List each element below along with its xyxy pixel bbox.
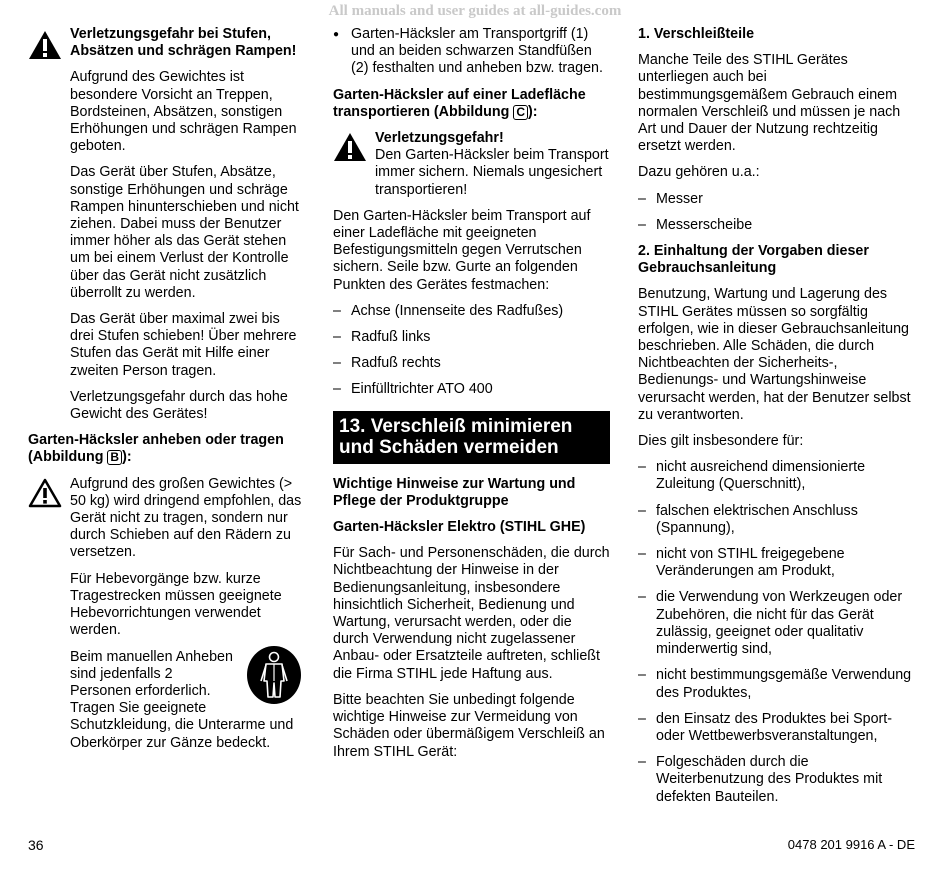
figure-ref-c: C bbox=[513, 105, 528, 120]
list-item: – den Einsatz des Produktes bei Sport- oder Wettbewerbsveranstaltungen, bbox=[638, 711, 916, 745]
paragraph: Aufgrund des großen Gewichtes (> 50 kg) wird dringend empfohlen, das Gerät nicht zu tragen, sondern nur durch Schieben auf den Rädern zu versetzen. bbox=[70, 475, 302, 561]
list-item: – die Verwendung von Werkzeugen oder Zubehören, die nicht für das Gerät zulässig, geeignet oder qualitativ minderwertig sind, bbox=[638, 589, 916, 658]
paragraph: Benutzung, Wartung und Lagerung des STIHL Gerätes müssen so sorgfältig erfolgen, wie in dieser Gebrauchsanleitung beschrieben. Alle Schäden, die durch Nichtbeachten der Sicherheits-, Bedienungs- und Wartungshinweise verursacht werden, hat der Benutzer selbst zu verantworten. bbox=[638, 286, 911, 423]
list-item: – nicht von STIHL freigegebene Veränderungen am Produkt, bbox=[638, 546, 916, 580]
paragraph: Den Garten-Häcksler beim Transport auf einer Ladefläche mit geeigneten Befestigungsmitteln gegen Verrutschen sichern. Seile bzw. Gurte an folgenden Punkten des Gerätes festmachen: bbox=[333, 207, 591, 293]
column-middle bbox=[333, 26, 610, 770]
warning-outline-icon bbox=[28, 478, 62, 508]
list-item: – Radfuß rechts bbox=[333, 355, 610, 372]
paragraph: Tragen Sie geeignete Schutzkleidung, die Unterarme und Oberkörper zur Gänze bedeckt. bbox=[70, 700, 294, 751]
column-right bbox=[638, 26, 916, 815]
paragraph: Dies gilt insbesondere für: bbox=[638, 433, 804, 450]
page-number: 36 bbox=[28, 837, 44, 853]
heading-compliance: 2. Einhaltung der Vorgaben dieser Gebrauchsanleitung bbox=[638, 243, 869, 277]
list-item: – nicht ausreichend dimensionierte Zuleitung (Querschnitt), bbox=[638, 459, 916, 493]
protective-clothing-icon bbox=[246, 645, 302, 705]
paragraph: Bitte beachten Sie unbedingt folgende wichtige Hinweise zur Vermeidung von Schäden oder übermäßigem Verschleiß an Ihrem STIHL Gerät: bbox=[333, 691, 605, 760]
heading-text: Garten-Häcksler anheben oder tragen (Abbildung bbox=[28, 432, 284, 466]
watermark: All manuals and user guides at all-guides.com bbox=[328, 3, 622, 19]
heading-end: ): bbox=[527, 103, 538, 120]
paragraph: Aufgrund des Gewichtes ist besondere Vorsicht an Treppen, Bordsteinen, Absätzen, sonstigen Erhöhungen und schrägen Rampen geboten. bbox=[70, 69, 297, 155]
section-heading-13: 13. Verschleiß minimieren und Schäden vermeiden bbox=[333, 411, 610, 464]
list-item: – Folgeschäden durch die Weiterbenutzung des Produktes mit defekten Bauteilen. bbox=[638, 754, 916, 806]
list-item: – Achse (Innenseite des Radfußes) bbox=[333, 303, 610, 320]
manual-lifting-block bbox=[70, 649, 306, 752]
heading-transport bbox=[333, 87, 610, 121]
wear-parts-list bbox=[638, 191, 916, 234]
list-item: – Messer bbox=[638, 191, 916, 208]
heading-lift-carry bbox=[28, 432, 306, 466]
paragraph: Das Gerät über Stufen, Absätze, sonstige Erhöhungen und schräge Rampen hinunterschieben und nicht ziehen. Dabei muss der Benutzer immer höher als das Gerät stehen um bei einem Verlust der Kontrolle über das Gerät nicht zusätzlich überrollt zu werden. bbox=[70, 164, 299, 301]
warning-block-transport bbox=[333, 130, 610, 199]
figure-ref-b: B bbox=[107, 450, 122, 465]
paragraph: Beim manuellen Anheben sind jedenfalls 2 Personen erforderlich. bbox=[70, 648, 233, 699]
column-left bbox=[28, 26, 306, 761]
document-id: 0478 201 9916 A - DE bbox=[787, 837, 915, 852]
list-item: – Messerscheibe bbox=[638, 217, 916, 234]
heading-text: Garten-Häcksler auf einer Ladefläche transportieren (Abbildung bbox=[333, 86, 586, 120]
heading-end: ): bbox=[122, 449, 132, 466]
warning-text: Den Garten-Häcksler beim Transport immer sichern. Niemals ungesichert transportieren! bbox=[375, 147, 609, 198]
paragraph: Für Hebevorgänge bzw. kurze Tragestrecken müssen geeignete Hebevorrichtungen verwendet werden. bbox=[70, 570, 282, 639]
warning-block-weight bbox=[28, 476, 306, 752]
list-item: ● Garten-Häcksler am Transportgriff (1) und an beiden schwarzen Standfüßen (2) festhalten und anheben bzw. tragen. bbox=[333, 26, 610, 78]
list-item: – Einfülltrichter ATO 400 bbox=[333, 381, 610, 398]
fastening-points-list bbox=[333, 303, 610, 399]
list-item: – nicht bestimmungsgemäße Verwendung des Produktes, bbox=[638, 667, 916, 701]
warning-filled-icon bbox=[28, 30, 62, 60]
subheading: Wichtige Hinweise zur Wartung und Pflege der Produktgruppe bbox=[333, 475, 576, 509]
warning-block-steps bbox=[28, 26, 306, 423]
warning-title: Verletzungsgefahr! bbox=[375, 130, 504, 147]
paragraph: Manche Teile des STIHL Gerätes unterliegen auch bei bestimmungsgemäßem Gebrauch einem normalen Verschleiß und müssen je nach Art und Dauer der Nutzung rechtzeitig ersetzt werden. bbox=[638, 52, 901, 155]
paragraph: Für Sach- und Personenschäden, die durch Nichtbeachtung der Hinweise in der Bedienungsanleitung, insbesondere hinsichtlich Sicherheit, Bedienung und Wartung, verursacht werden, oder die durch Verwendung nicht zugelassener Anbau- oder Ersatzteile auftreten, schließt die Firma STIHL jede Haftung aus. bbox=[333, 545, 610, 682]
bullet-list bbox=[333, 26, 610, 78]
list-item: – Radfuß links bbox=[333, 329, 610, 346]
paragraph: Das Gerät über maximal zwei bis drei Stufen schieben! Über mehrere Stufen das Gerät mit Hilfe einer zweiten Person tragen. bbox=[70, 311, 297, 379]
warning-title-steps: Verletzungsgefahr bei Stufen, Absätzen und schrägen Rampen! bbox=[70, 26, 297, 60]
paragraph: Verletzungsgefahr durch das hohe Gewicht des Gerätes! bbox=[70, 388, 288, 423]
liability-list bbox=[638, 459, 916, 805]
list-item: – falschen elektrischen Anschluss (Spannung), bbox=[638, 503, 916, 537]
subheading: Garten-Häcksler Elektro (STIHL GHE) bbox=[333, 519, 586, 536]
heading-wear-parts: 1. Verschleißteile bbox=[638, 26, 755, 42]
paragraph: Dazu gehören u.a.: bbox=[638, 164, 760, 181]
warning-filled-icon bbox=[333, 132, 367, 162]
